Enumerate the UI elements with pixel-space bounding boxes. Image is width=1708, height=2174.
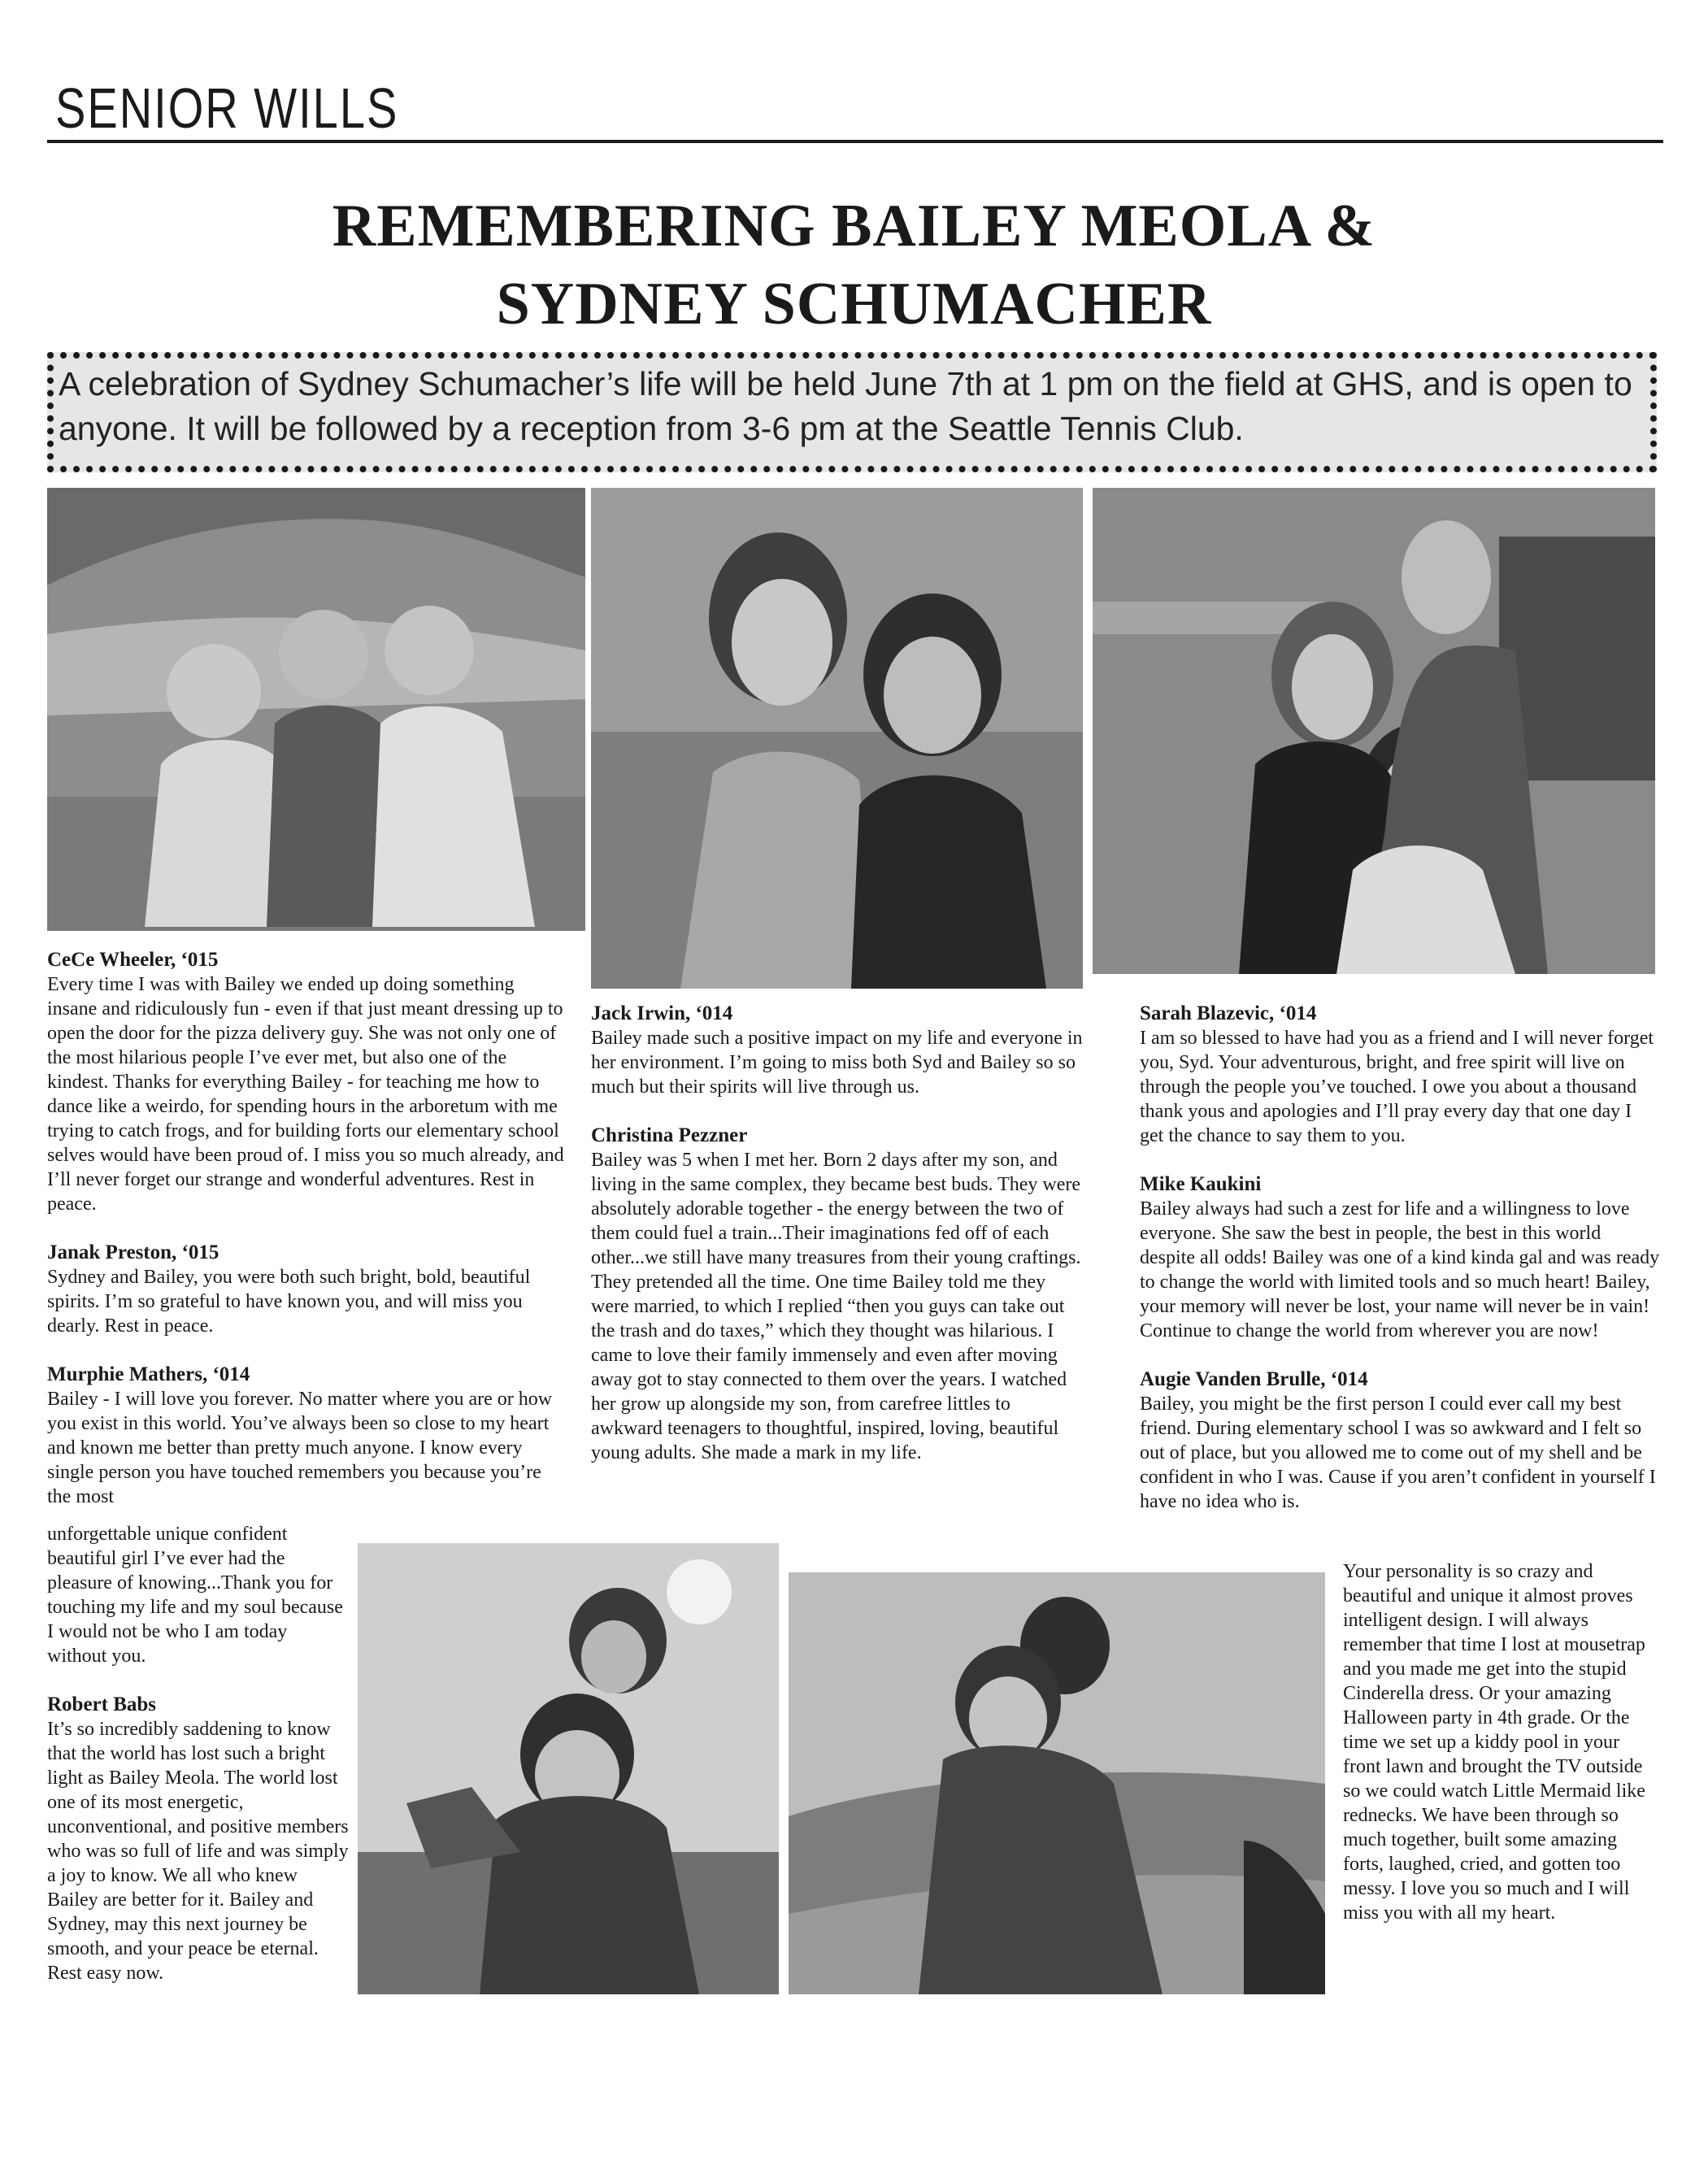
tribute-text: Every time I was with Bailey we ended up doing something insane and ridiculously fun - even if that just meant dressing up to open the door for the pizza delivery guy. She was not only one of the most hilarious people I’ve ever met, but also one of the kindest. Thanks for everything Bailey - for teaching me how to dance like a weirdo, for spending hours in the arboretum with me trying to catch frogs, and for building forts our elementary school selves would have been proud of. I miss you so much already, and I’ll never forget our strange and wonderful adventures. Rest in peace.: [47, 974, 564, 1215]
tribute-augie-vanden-brulle-continued: [1343, 1559, 1660, 1925]
tribute-robert-babs: [47, 1693, 350, 1985]
tribute-text: Sydney and Bailey, you were both such bright, bold, beautiful spirits. I’m so grateful to have known you, and will miss you dearly. Rest in peace.: [47, 1267, 531, 1337]
headline-line-1: REMEMBERING BAILEY MEOLA &: [332, 193, 1376, 259]
column-right: [1140, 1002, 1660, 1514]
tribute-text: Bailey was 5 when I met her. Born 2 days after my son, and living in the same complex, they became best buds. They were absolutely adorable together - the energy between the two of them could fuel a train...Their imaginations fed off of each other...we still have many treasures from their young craftings. They pretended all the time. One time Bailey told me they were married, to which I replied “then you guys can take out the trash and do taxes,” which they thought was hilarious. I came to love their family immensely and even after moving away got to stay connected to them over the years. I watched her grow up alongside my son, from carefree littles to awkward teenagers to thoughtful, inspired, loving, beautiful young adults. She made a mark in my life.: [591, 1150, 1081, 1463]
tribute-text: Bailey - I will love you forever. No matter where you are or how you exist in this world. You’ve always been so close to my heart and known me better than pretty much anyone. I know every single person you have touched remembers you because you’re the most: [47, 1389, 553, 1507]
author-name: Christina Pezzner: [591, 1124, 748, 1146]
column-left: [47, 948, 567, 1509]
tribute-christina-pezzner: [591, 1124, 1083, 1465]
author-name: Robert Babs: [47, 1694, 157, 1715]
tribute-sarah-blazevic: [1140, 1002, 1660, 1148]
tribute-text: unforgettable unique confident beautiful girl I’ve ever had the pleasure of knowing...Thank you for touching my life and my soul because I would not be who I am today without you.: [47, 1524, 343, 1667]
photo-skydiving-tandem-left-image: [358, 1543, 779, 1994]
tribute-murphie-mathers-continued: [47, 1522, 350, 1668]
photo-two-girls-formal: [591, 488, 1083, 989]
author-name: Murphie Mathers, ‘014: [47, 1363, 250, 1385]
author-name: Janak Preston, ‘015: [47, 1241, 219, 1263]
headline: [0, 187, 1708, 343]
column-middle: [591, 1002, 1083, 1465]
tribute-text: I am so blessed to have had you as a friend and I will never forget you, Syd. Your adventurous, bright, and free spirit will live on through the people you’ve touched. I owe you about a thousand thank yous and apologies and I’ll pray every day that one day I get the chance to say them to you.: [1140, 1028, 1654, 1146]
tribute-text: Bailey always had such a zest for life and a willingness to love everyone. She saw the best in people, the best in this world despite all odds! Bailey was one of a kind kinda gal and was ready to change the world with limited tools and so much heart! Bailey, your memory will never be lost, your name will never be in vain! Continue to change the world from wherever you are now!: [1140, 1198, 1660, 1341]
author-name: CeCe Wheeler, ‘015: [47, 949, 219, 971]
header-rule: [47, 140, 1663, 143]
column-left-narrow: [47, 1522, 350, 1985]
author-name: Sarah Blazevic, ‘014: [1140, 1002, 1317, 1024]
headline-line-2: SYDNEY SCHUMACHER: [496, 271, 1212, 337]
tribute-cece-wheeler: [47, 948, 567, 1216]
celebration-notice: A celebration of Sydney Schumacher’s life will be held June 7th at 1 pm on the field at GHS, and is open to anyone. It will be followed by a reception from 3-6 pm at the Seattle Tennis Club.: [47, 352, 1657, 472]
tribute-text: Bailey made such a positive impact on my life and everyone in her environment. I’m going to miss both Syd and Bailey so so much but their spirits will live through us.: [591, 1028, 1083, 1098]
photo-skydiving-tandem-right-image: [789, 1572, 1325, 1994]
section-label: SENIOR WILLS: [55, 76, 399, 140]
tribute-text: It’s so incredibly saddening to know that the world has lost such a bright light as Bailey Meola. The world lost one of its most energetic, unconventional, and positive members who was so full of life and was simply a joy to know. We all who knew Bailey are better for it. Bailey and Sydney, may this next journey be smooth, and your peace be eternal. Rest easy now.: [47, 1719, 349, 1984]
tribute-mike-kaukini: [1140, 1172, 1660, 1343]
photo-family-portrait-train: [1093, 488, 1655, 974]
tribute-text: Your personality is so crazy and beautiful and unique it almost proves intelligent design. I will always remember that time I lost at mousetrap and you made me get into the stupid Cinderella dress. Or your amazing Halloween party in 4th grade. Or the time we set up a kiddy pool in your front lawn and brought the TV outside so we could watch Little Mermaid like rednecks. We have been through so much together, built some amazing forts, laughed, cried, and gotten too messy. I love you so much and I will miss you with all my heart.: [1343, 1561, 1645, 1924]
author-name: Jack Irwin, ‘014: [591, 1002, 733, 1024]
photo-two-girls-formal-image: [591, 488, 1083, 989]
tribute-augie-vanden-brulle: [1140, 1367, 1660, 1514]
author-name: Mike Kaukini: [1140, 1173, 1262, 1195]
author-name: Augie Vanden Brulle, ‘014: [1140, 1368, 1368, 1390]
photo-family-portrait-train-image: [1093, 488, 1655, 974]
column-right-narrow: [1343, 1559, 1660, 1925]
tribute-text: Bailey, you might be the first person I could ever call my best friend. During elementary school I was so awkward and I felt so out of place, but you allowed me to come out of my shell and be confident in who I was. Cause if you aren’t confident in yourself I have no idea who is.: [1140, 1394, 1656, 1512]
tribute-jack-irwin: [591, 1002, 1083, 1099]
photo-skydiving-tandem-left: [358, 1543, 779, 1994]
photo-skydiving-tandem-right: [789, 1572, 1325, 1994]
photo-three-kids-beach-image: [47, 488, 585, 931]
tribute-janak-preston: [47, 1241, 567, 1338]
tribute-murphie-mathers: [47, 1363, 567, 1509]
photo-three-kids-beach: [47, 488, 585, 931]
